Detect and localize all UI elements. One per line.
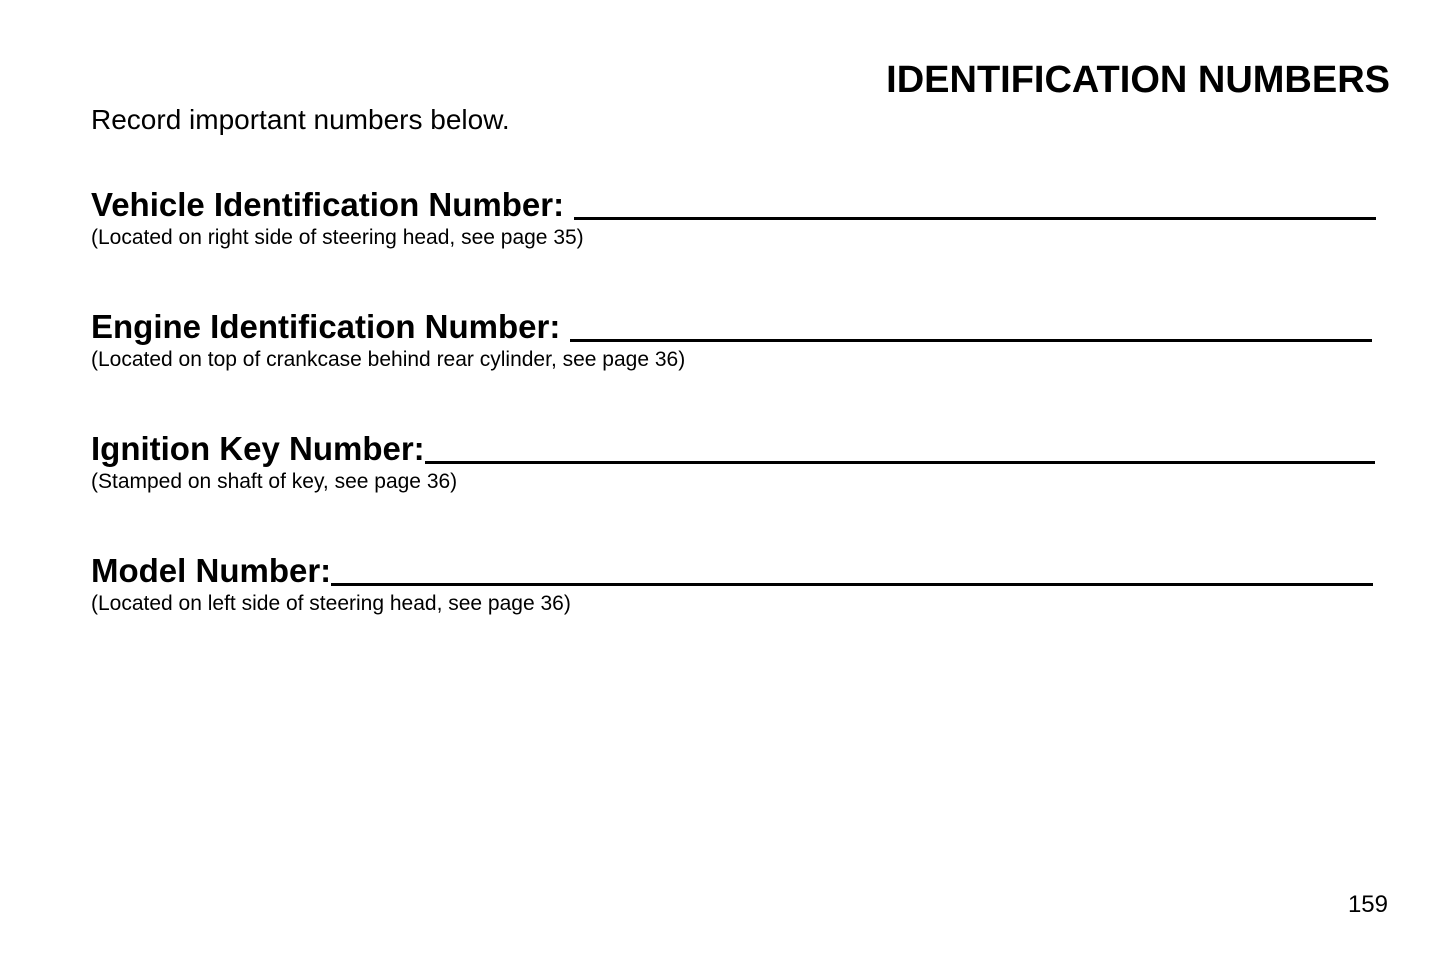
write-in-line	[425, 461, 1375, 464]
field-label: Engine Identification Number:	[91, 308, 561, 345]
write-in-line	[331, 583, 1373, 586]
intro-text: Record important numbers below.	[91, 104, 510, 135]
write-in-line	[570, 339, 1372, 342]
field-vehicle-id	[91, 182, 1376, 250]
field-model-number	[91, 548, 1373, 616]
page-number: 159	[1347, 891, 1388, 918]
field-engine-id	[91, 304, 1372, 372]
field-ignition-key	[91, 426, 1375, 494]
field-label: Model Number:	[91, 552, 332, 589]
field-note: (Located on top of crankcase behind rear cylinder, see page 36)	[91, 348, 686, 371]
field-note: (Located on left side of steering head, see page 36)	[91, 592, 571, 615]
field-note: (Stamped on shaft of key, see page 36)	[91, 470, 458, 493]
page-title: IDENTIFICATION NUMBERS	[886, 59, 1390, 101]
field-label: Vehicle Identification Number:	[91, 186, 565, 223]
field-label: Ignition Key Number:	[91, 430, 425, 467]
write-in-line	[574, 217, 1376, 220]
field-note: (Located on right side of steering head, see page 35)	[91, 226, 584, 249]
